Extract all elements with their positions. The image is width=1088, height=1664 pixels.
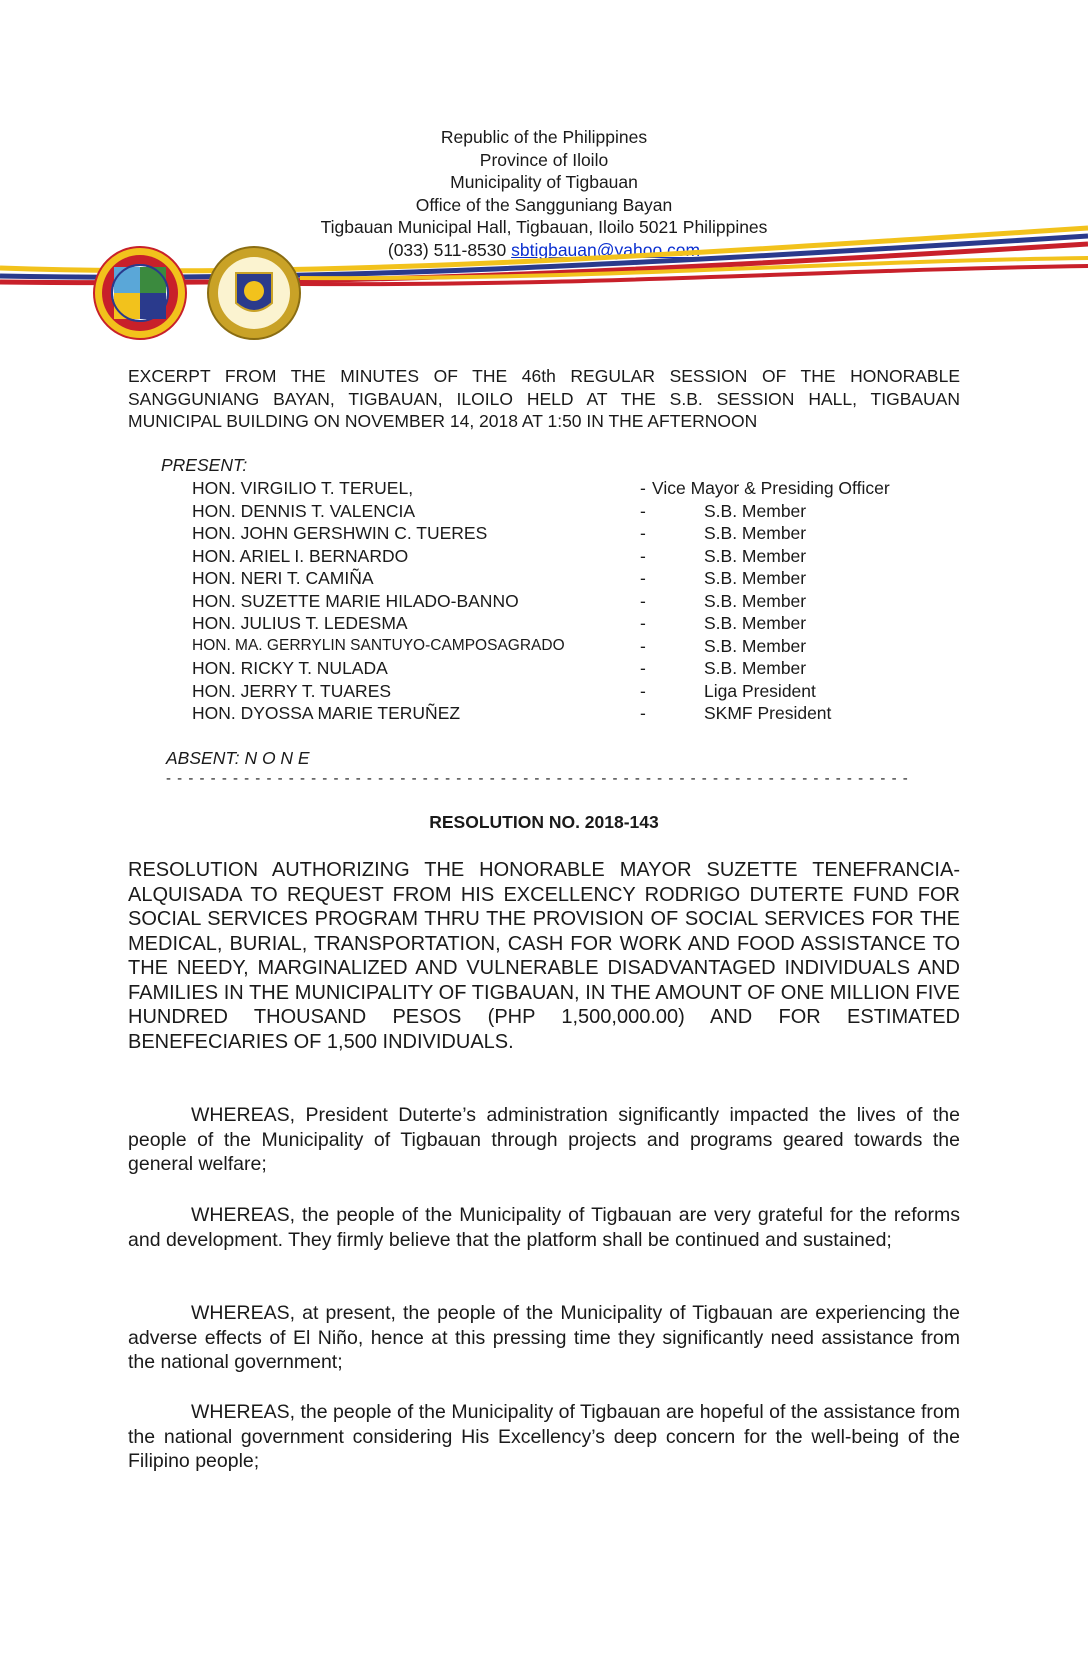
letterhead-office: Office of the Sangguniang Bayan	[415, 194, 673, 215]
absent-line: ABSENT: N O N E	[166, 748, 310, 768]
member-row	[0, 613, 1088, 636]
member-name: HON. MA. GERRYLIN SANTUYO-CAMPOSAGRADO	[192, 636, 565, 654]
member-position: Vice Mayor & Presiding Officer	[652, 478, 890, 498]
member-position: S.B. Member	[704, 590, 807, 611]
letterhead-email-link[interactable]: sbtigbauan@yahoo.com	[511, 239, 701, 260]
sangguniang-bayan-seal-icon	[202, 245, 308, 341]
resolution-number: RESOLUTION NO. 2018-143	[429, 812, 659, 832]
member-dash: -	[640, 613, 646, 633]
member-dash: -	[640, 635, 646, 656]
whereas-clause	[128, 1103, 960, 1177]
letterhead-municipality: Municipality of Tigbauan	[450, 172, 638, 192]
member-row	[0, 478, 1088, 501]
separator-line: - - - - - - - - - - - - - - - - - - - - - - - - - - - - - - - - - - - - - - - - - - - - - - - - - - - - - - - - - - - - - - - - - - -	[166, 770, 909, 787]
whereas-text: WHEREAS, the people of the Municipality of Tigbauan are hopeful of the assistance from the national government considering His Excellency’s deep concern for the well-being of the Filipino people;	[128, 1401, 960, 1472]
present-label: PRESENT:	[161, 455, 248, 475]
member-position: S.B. Member	[704, 568, 807, 588]
whereas-text: WHEREAS, at present, the people of the Municipality of Tigbauan are experiencing the adverse effects of El Niño, hence at this pressing time they significantly need assistance from the national government;	[128, 1302, 960, 1373]
member-dash: -	[640, 680, 646, 701]
member-name: HON. JERRY T. TUARES	[192, 680, 392, 701]
member-dash: -	[640, 523, 646, 543]
whereas-clause	[128, 1400, 960, 1474]
member-position: S.B. Member	[704, 613, 807, 633]
member-name: HON. VIRGILIO T. TERUEL,	[192, 478, 414, 498]
member-name: HON. JULIUS T. LEDESMA	[192, 613, 408, 633]
member-dash: -	[640, 658, 646, 678]
whereas-clause	[128, 1301, 960, 1375]
letterhead-address: Tigbauan Municipal Hall, Tigbauan, Iloilo 5021 Philippines	[320, 217, 768, 237]
member-position: S.B. Member	[704, 500, 807, 521]
member-row	[0, 523, 1088, 546]
member-name: HON. DENNIS T. VALENCIA	[192, 500, 416, 521]
municipality-seal-icon	[86, 245, 194, 341]
member-position: S.B. Member	[704, 523, 807, 543]
member-name: HON. ARIEL I. BERNARDO	[192, 545, 409, 566]
letterhead-phone: (033) 511-8530	[387, 239, 507, 260]
member-dash: -	[640, 568, 646, 588]
member-row	[0, 546, 1088, 569]
member-position: S.B. Member	[704, 545, 807, 566]
member-dash: -	[640, 590, 646, 611]
resolution-title: RESOLUTION AUTHORIZING THE HONORABLE MAYOR SUZETTE TENEFRANCIA-ALQUISADA TO REQUEST FROM HIS EXCELLENCY RODRIGO DUTERTE FUND FOR SOCIAL SERVICES PROGRAM THRU THE PROVISION OF SOCIAL SERVICES FOR THE MEDICAL, BURIAL, TRANSPORTATION, CASH FOR WORK AND FOOD ASSISTANCE TO THE NEEDY, MARGINALIZED AND VULNERABLE DISADVANTAGED INDIVIDUALS AND FAMILIES IN THE MUNICIPALITY OF TIGBAUAN, IN THE AMOUNT OF ONE MILLION FIVE HUNDRED THOUSAND PESOS (PHP 1,500,000.00) AND FOR ESTIMATED BENEFECIARIES OF 1,500 INDIVIDUALS.	[128, 859, 960, 1053]
whereas-text: WHEREAS, the people of the Municipality of Tigbauan are very grateful for the reforms and development. They firmly believe that the platform shall be continued and sustained;	[128, 1204, 960, 1251]
member-row	[0, 591, 1088, 614]
member-position: S.B. Member	[704, 658, 807, 678]
minutes-excerpt: EXCERPT FROM THE MINUTES OF THE 46th REGULAR SESSION OF THE HONORABLE SANGGUNIANG BAYAN, TIGBAUAN, ILOILO HELD AT THE S.B. SESSION HALL, TIGBAUAN MUNICIPAL BUILDING ON NOVEMBER 14, 2018 AT 1:50 IN THE AFTERNOON	[128, 366, 960, 431]
letterhead-republic: Republic of the Philippines	[440, 127, 648, 147]
member-row	[0, 658, 1088, 681]
whereas-clause	[128, 1203, 960, 1252]
member-row	[0, 681, 1088, 704]
member-position: Liga President	[704, 680, 816, 701]
member-name: HON. SUZETTE MARIE HILADO-BANNO	[192, 590, 519, 611]
member-position: SKMF President	[704, 703, 832, 723]
member-dash: -	[640, 703, 646, 723]
member-row	[0, 501, 1088, 524]
letterhead-province: Province of Iloilo	[479, 149, 609, 170]
member-name: HON. NERI T. CAMIÑA	[192, 568, 374, 588]
member-name: HON. DYOSSA MARIE TERUÑEZ	[192, 703, 461, 723]
member-name: HON. JOHN GERSHWIN C. TUERES	[192, 523, 488, 543]
member-position: S.B. Member	[704, 635, 807, 656]
member-row	[0, 703, 1088, 726]
member-row	[0, 636, 1088, 659]
whereas-text: WHEREAS, President Duterte’s administration significantly impacted the lives of the people of the Municipality of Tigbauan through projects and programs geared towards the general welfare;	[128, 1104, 960, 1175]
member-dash: -	[640, 478, 646, 498]
member-dash: -	[640, 500, 646, 521]
member-dash: -	[640, 545, 646, 566]
member-name: HON. RICKY T. NULADA	[192, 658, 388, 678]
member-row	[0, 568, 1088, 591]
attendance-list	[0, 478, 1088, 726]
